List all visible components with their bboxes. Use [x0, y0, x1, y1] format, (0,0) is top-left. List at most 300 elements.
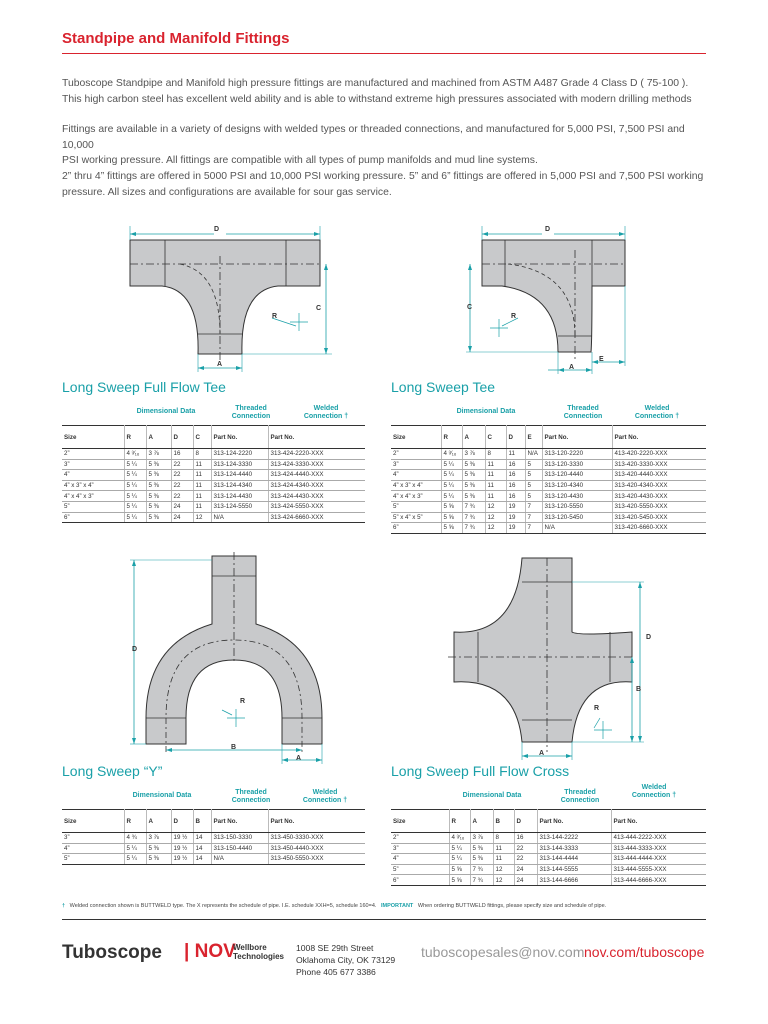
table-row [62, 491, 365, 502]
table-cell: 5 ¼ [441, 470, 462, 481]
table-cell: 313-444-4444-XXX [611, 854, 706, 865]
table-cell: 16 [506, 470, 525, 481]
table-cell: 5 ⅜ [470, 843, 493, 854]
full-flow-tee-heading: Long Sweep Full Flow Tee [62, 379, 226, 395]
table-row [391, 875, 706, 886]
table-cell: 313-424-6660-XXX [268, 512, 365, 523]
table-row [62, 512, 365, 523]
column-header: Part No. [211, 810, 268, 833]
table-cell: 4 ³⁄₁₆ [124, 449, 146, 460]
table-cell: 313-444-3333-XXX [611, 843, 706, 854]
table-cell: 5 ⅝ [441, 523, 462, 534]
dimension-r-label: R [594, 705, 600, 712]
table-cell: 5 [525, 459, 542, 470]
connection-dagger-label: Connection † [302, 797, 348, 804]
table-cell: 5 ¼ [449, 854, 470, 865]
table-cell: 5 ⅜ [470, 854, 493, 865]
city-address: Oklahoma City, OK 73129 [296, 955, 396, 965]
connection-label: Connection [560, 797, 600, 804]
table-cell: 5 [525, 491, 542, 502]
table-cell: 5 ⅝ [441, 501, 462, 512]
table-header-row [391, 810, 706, 833]
long-sweep-y-table [62, 809, 365, 865]
table-cell: 22 [171, 470, 193, 481]
column-header: Part No. [542, 426, 612, 449]
table-cell: 5” [62, 501, 124, 512]
table-cell: 11 [193, 459, 211, 470]
intro-paragraph-2 [62, 122, 712, 169]
welded-label: Welded [641, 784, 667, 791]
table-cell: 8 [493, 833, 514, 844]
table-cell: 8 [485, 449, 506, 460]
full-flow-tee-table [62, 425, 365, 523]
table-cell: 4” x 3” x 4” [391, 480, 441, 491]
table-cell: 313-444-6666-XXX [611, 875, 706, 886]
table-cell: 5 ¼ [124, 470, 146, 481]
table-cell: 313-444-5555-XXX [611, 864, 706, 875]
table-cell: 7 ¾ [462, 501, 485, 512]
table-cell: 5 ⅜ [146, 843, 171, 854]
table-cell: 19 [506, 523, 525, 534]
table-cell: 12 [485, 512, 506, 523]
table-cell: 313-424-4440-XXX [268, 470, 365, 481]
dimension-c-label: C [467, 304, 473, 311]
column-header: R [441, 426, 462, 449]
table-cell: 11 [506, 449, 525, 460]
dimension-d-label: D [545, 226, 551, 233]
full-flow-cross-diagram [448, 552, 662, 766]
address-block [296, 942, 395, 978]
dimension-d-label: D [132, 646, 138, 653]
intro-line: Tuboscope Standpipe and Manifold high pressure fittings are manufactured and machined from ASTM A487 Grade 4 Class D ( 75-100 ). [62, 78, 689, 89]
dimension-d-label: D [214, 226, 220, 233]
table-cell: 313-420-4440-XXX [612, 470, 706, 481]
table-cell: 22 [171, 491, 193, 502]
table-cell: 313-120-4340 [542, 480, 612, 491]
table-cell: 5 ⅜ [146, 459, 171, 470]
welded-label: Welded [644, 405, 670, 412]
table-cell: 313-420-3330-XXX [612, 459, 706, 470]
threaded-connection-label [226, 789, 276, 805]
dimension-e-label: E [599, 356, 604, 363]
table-cell: 313-424-2220-XXX [268, 449, 365, 460]
table-cell: 313-120-4440 [542, 470, 612, 481]
column-header: Part No. [537, 810, 611, 833]
table-row [391, 501, 706, 512]
dagger-symbol: † [62, 903, 66, 909]
column-header: C [193, 426, 211, 449]
table-cell: 16 [506, 480, 525, 491]
table-cell: 413-444-2222-XXX [611, 833, 706, 844]
table-cell: 313-124-4440 [211, 470, 268, 481]
column-header: Size [62, 426, 124, 449]
table-cell: 11 [193, 480, 211, 491]
table-cell: 7 [525, 523, 542, 534]
table-cell: 313-150-3330 [211, 833, 268, 844]
table-cell: 6” [391, 875, 449, 886]
table-cell: 24 [171, 501, 193, 512]
dimension-r-label: R [272, 313, 278, 320]
table-cell: 5” [391, 864, 449, 875]
technologies-text: Technologies [233, 952, 284, 961]
column-header: D [171, 426, 193, 449]
table-cell: 14 [193, 843, 211, 854]
welded-connection-label [295, 789, 355, 805]
table-cell: 313-420-5450-XXX [612, 512, 706, 523]
column-header: R [124, 426, 146, 449]
column-header: Size [391, 426, 441, 449]
table-row [62, 501, 365, 512]
table-cell: 5 ¼ [124, 459, 146, 470]
table-cell: 313-420-5550-XXX [612, 501, 706, 512]
intro-paragraph-3 [62, 169, 712, 200]
table-row [391, 512, 706, 523]
table-cell: 3” [391, 843, 449, 854]
table-cell: 313-144-4444 [537, 854, 611, 865]
column-header: Part No. [268, 810, 365, 833]
table-cell: 24 [171, 512, 193, 523]
table-cell: 5” [62, 854, 124, 865]
dimension-a-label: A [296, 755, 302, 762]
table-cell: 5 ¼ [441, 491, 462, 502]
table-cell: 5 [525, 480, 542, 491]
table-row [62, 449, 365, 460]
dimensional-data-label: Dimensional Data [136, 408, 196, 415]
dimension-b-label: B [231, 744, 237, 751]
email-link[interactable]: tuboscopesales@nov.com [421, 944, 585, 960]
column-header: R [449, 810, 470, 833]
table-row [62, 843, 365, 854]
column-header: Size [62, 810, 124, 833]
table-header-row [62, 810, 365, 833]
column-header: A [146, 810, 171, 833]
title-divider [62, 53, 706, 54]
dimension-r-label: R [240, 698, 246, 705]
long-sweep-tee-heading: Long Sweep Tee [391, 379, 496, 395]
footnote [62, 903, 606, 909]
table-cell: 5 ⅜ [146, 854, 171, 865]
table-row [391, 854, 706, 865]
table-cell: N/A [525, 449, 542, 460]
table-cell: 16 [514, 833, 537, 844]
connection-dagger-label: Connection † [631, 792, 677, 799]
phone-number: Phone 405 677 3386 [296, 967, 376, 977]
table-cell: 11 [493, 854, 514, 865]
connection-label: Connection [231, 797, 271, 804]
table-cell: 6” [391, 523, 441, 534]
table-cell: 5 ¼ [124, 491, 146, 502]
table-cell: 4” [62, 470, 124, 481]
table-cell: 7 [525, 512, 542, 523]
table-cell: 4” [391, 470, 441, 481]
welded-label: Welded [313, 405, 339, 412]
table-cell: 19 ½ [171, 833, 193, 844]
table-cell: 313-120-5450 [542, 512, 612, 523]
table-cell: 5 ⅝ [449, 875, 470, 886]
long-sweep-tee-diagram [460, 222, 640, 374]
table-row [391, 864, 706, 875]
column-header: C [485, 426, 506, 449]
table-cell: 5 ¼ [449, 843, 470, 854]
table-cell: 12 [485, 501, 506, 512]
dimensional-data-label: Dimensional Data [456, 408, 516, 415]
table-cell: 313-424-4430-XXX [268, 491, 365, 502]
threaded-label: Threaded [567, 405, 599, 412]
important-text: When ordering BUTTWELD fittings, please specify size and schedule of pipe. [417, 903, 607, 909]
intro-line: Fittings are available in a variety of designs with welded types or threaded connections, and manufactured for 5,000 PSI, 7,500 PSI and 10,000 [62, 124, 685, 151]
table-cell: 4” x 4” x 3” [62, 491, 124, 502]
table-cell: 5 ⅜ [146, 501, 171, 512]
table-cell: 5 ¼ [124, 843, 146, 854]
table-cell: 313-120-2220 [542, 449, 612, 460]
threaded-label: Threaded [564, 789, 596, 796]
column-header: A [462, 426, 485, 449]
table-cell: 313-150-4440 [211, 843, 268, 854]
table-cell: 5 ¼ [441, 480, 462, 491]
table-cell: 3” [62, 459, 124, 470]
table-cell: 313-124-4430 [211, 491, 268, 502]
important-label: IMPORTANT [381, 903, 414, 909]
footer-divider [62, 919, 706, 920]
table-cell: 313-120-5550 [542, 501, 612, 512]
table-cell: 4 ¾ [124, 833, 146, 844]
table-cell: 2” [391, 449, 441, 460]
table-cell: 7 ¾ [462, 523, 485, 534]
table-cell: 5 ⅜ [462, 480, 485, 491]
table-row [391, 459, 706, 470]
table-row [62, 470, 365, 481]
table-cell: 313-144-6666 [537, 875, 611, 886]
table-cell: 11 [485, 459, 506, 470]
table-cell: 5 ¼ [441, 459, 462, 470]
table-cell: N/A [211, 512, 268, 523]
table-cell: 5” x 4” x 5” [391, 512, 441, 523]
table-cell: 313-144-3333 [537, 843, 611, 854]
column-header: R [124, 810, 146, 833]
table-cell: 11 [193, 501, 211, 512]
column-header: A [146, 426, 171, 449]
table-cell: 5 [525, 470, 542, 481]
table-cell: 11 [493, 843, 514, 854]
intro-line: 2” thru 4” fittings are offered in 5000 PSI and 10,000 PSI working pressure. 5” and 6” fittings are offered in 5,000 PSI and 7,500 PSI working [62, 171, 704, 182]
table-cell: 5 ⅝ [449, 864, 470, 875]
table-row [391, 523, 706, 534]
threaded-connection-label [226, 405, 276, 421]
welded-connection-label [624, 784, 684, 800]
table-cell: 313-450-4440-XXX [268, 843, 365, 854]
footnote-text: Welded connection shown is BUTTWELD type. The X represents the schedule of pipe. I.E. schedule XXH=5, schedule 160=4. [69, 903, 377, 909]
connection-dagger-label: Connection † [303, 413, 349, 420]
table-cell: 5” [391, 501, 441, 512]
table-cell: 11 [193, 491, 211, 502]
table-cell: 19 ½ [171, 843, 193, 854]
table-cell: 8 [193, 449, 211, 460]
table-cell: 3” [62, 833, 124, 844]
table-row [391, 491, 706, 502]
threaded-connection-label [555, 789, 605, 805]
full-flow-cross-table [391, 809, 706, 886]
table-row [391, 843, 706, 854]
table-cell: 5 ⅜ [146, 470, 171, 481]
dimensional-data-label: Dimensional Data [462, 792, 522, 799]
column-header: D [514, 810, 537, 833]
table-cell: 4” x 3” x 4” [62, 480, 124, 491]
table-cell: 14 [193, 854, 211, 865]
table-row [391, 833, 706, 844]
full-flow-tee-diagram [120, 222, 340, 374]
column-header: Part No. [268, 426, 365, 449]
threaded-connection-label [558, 405, 608, 421]
table-cell: 7 [525, 501, 542, 512]
street-address: 1008 SE 29th Street [296, 943, 374, 953]
table-cell: 2” [62, 449, 124, 460]
table-cell: 313-424-4340-XXX [268, 480, 365, 491]
intro-line: PSI working pressure. All fittings are compatible with all types of pump manifolds and mud line systems. [62, 155, 538, 166]
table-cell: 5 ⅝ [441, 512, 462, 523]
long-sweep-tee-table [391, 425, 706, 534]
column-header: B [193, 810, 211, 833]
column-header: Part No. [211, 426, 268, 449]
table-row [391, 449, 706, 460]
welded-connection-label [627, 405, 687, 421]
nov-logo: | NOV [184, 941, 236, 962]
table-cell: 22 [514, 843, 537, 854]
column-header: B [493, 810, 514, 833]
table-cell: 313-424-5550-XXX [268, 501, 365, 512]
table-cell: 5 ¼ [124, 512, 146, 523]
dimension-a-label: A [569, 364, 575, 371]
table-cell: 313-120-4430 [542, 491, 612, 502]
table-row [62, 459, 365, 470]
table-cell: 6” [62, 512, 124, 523]
website-link[interactable]: nov.com/tuboscope [584, 944, 705, 960]
table-cell: 11 [485, 491, 506, 502]
table-cell: 5 ¼ [124, 501, 146, 512]
table-cell: 3 ⅞ [146, 449, 171, 460]
dimension-r-label: R [511, 313, 517, 320]
table-cell: 5 ⅜ [146, 512, 171, 523]
table-cell: 12 [493, 864, 514, 875]
table-cell: 11 [485, 470, 506, 481]
wellbore-text: Wellbore [233, 943, 267, 952]
table-cell: 19 [506, 512, 525, 523]
table-cell: 313-124-2220 [211, 449, 268, 460]
dimension-d-label: D [646, 634, 652, 641]
connection-label: Connection [563, 413, 603, 420]
table-cell: 313-450-3330-XXX [268, 833, 365, 844]
table-cell: 413-420-2220-XXX [612, 449, 706, 460]
connection-label: Connection [231, 413, 271, 420]
table-cell: 2” [391, 833, 449, 844]
threaded-label: Threaded [235, 789, 267, 796]
table-cell: N/A [211, 854, 268, 865]
table-cell: N/A [542, 523, 612, 534]
column-header: A [470, 810, 493, 833]
table-cell: 3 ⅞ [470, 833, 493, 844]
table-row [391, 480, 706, 491]
table-cell: 313-420-6660-XXX [612, 523, 706, 534]
column-header: D [171, 810, 193, 833]
dimension-a-label: A [217, 361, 223, 368]
table-cell: 22 [171, 480, 193, 491]
table-cell: 3” [391, 459, 441, 470]
dimension-b-label: B [636, 686, 642, 693]
welded-connection-label [296, 405, 356, 421]
table-cell: 313-424-3330-XXX [268, 459, 365, 470]
table-cell: 313-144-2222 [537, 833, 611, 844]
table-cell: 11 [193, 470, 211, 481]
table-row [62, 833, 365, 844]
table-cell: 4” [391, 854, 449, 865]
table-cell: 313-124-3330 [211, 459, 268, 470]
table-cell: 5 ⅜ [462, 491, 485, 502]
full-flow-cross-heading: Long Sweep Full Flow Cross [391, 763, 570, 779]
table-row [391, 470, 706, 481]
table-cell: 313-124-4340 [211, 480, 268, 491]
table-cell: 4 ³⁄₁₆ [449, 833, 470, 844]
long-sweep-y-heading: Long Sweep “Y” [62, 763, 163, 779]
table-cell: 4 ³⁄₁₆ [441, 449, 462, 460]
welded-label: Welded [312, 789, 338, 796]
column-header: Part No. [612, 426, 706, 449]
table-cell: 5 ¼ [124, 854, 146, 865]
table-cell: 16 [506, 459, 525, 470]
threaded-label: Threaded [235, 405, 267, 412]
table-cell: 3 ⅞ [462, 449, 485, 460]
table-row [62, 480, 365, 491]
table-cell: 24 [514, 875, 537, 886]
intro-line: This high carbon steel has excellent weld ability and is able to withstand extreme high pressures associated with modern drilling methods [62, 93, 692, 105]
table-cell: 11 [485, 480, 506, 491]
dimension-a-label: A [539, 750, 545, 757]
table-cell: 7 ¾ [462, 512, 485, 523]
table-cell: 4” [62, 843, 124, 854]
table-cell: 22 [171, 459, 193, 470]
table-cell: 5 ¼ [124, 480, 146, 491]
table-header-row [62, 426, 365, 449]
table-cell: 313-450-5550-XXX [268, 854, 365, 865]
dimensional-data-label: Dimensional Data [132, 792, 192, 799]
table-cell: 313-144-5555 [537, 864, 611, 875]
table-cell: 16 [506, 491, 525, 502]
long-sweep-y-diagram [122, 552, 340, 766]
column-header: Part No. [611, 810, 706, 833]
table-header-row [391, 426, 706, 449]
table-cell: 16 [171, 449, 193, 460]
table-cell: 5 ⅜ [462, 470, 485, 481]
table-cell: 5 ⅜ [462, 459, 485, 470]
column-header: E [525, 426, 542, 449]
tuboscope-logo: Tuboscope [62, 942, 162, 963]
table-cell: 14 [193, 833, 211, 844]
table-cell: 313-420-4340-XXX [612, 480, 706, 491]
table-cell: 313-124-5550 [211, 501, 268, 512]
table-row [62, 854, 365, 865]
column-header: Size [391, 810, 449, 833]
table-cell: 12 [485, 523, 506, 534]
table-cell: 7 ¾ [470, 875, 493, 886]
table-cell: 4” x 4” x 3” [391, 491, 441, 502]
connection-dagger-label: Connection † [634, 413, 680, 420]
table-cell: 5 ⅜ [146, 491, 171, 502]
column-header: D [506, 426, 525, 449]
table-cell: 22 [514, 854, 537, 865]
page-title: Standpipe and Manifold Fittings [62, 30, 290, 47]
intro-line: pressure. All sizes and configurations are available for sour gas service. [62, 186, 392, 198]
table-cell: 7 ¾ [470, 864, 493, 875]
intro-paragraph-1 [62, 76, 712, 107]
table-cell: 12 [193, 512, 211, 523]
